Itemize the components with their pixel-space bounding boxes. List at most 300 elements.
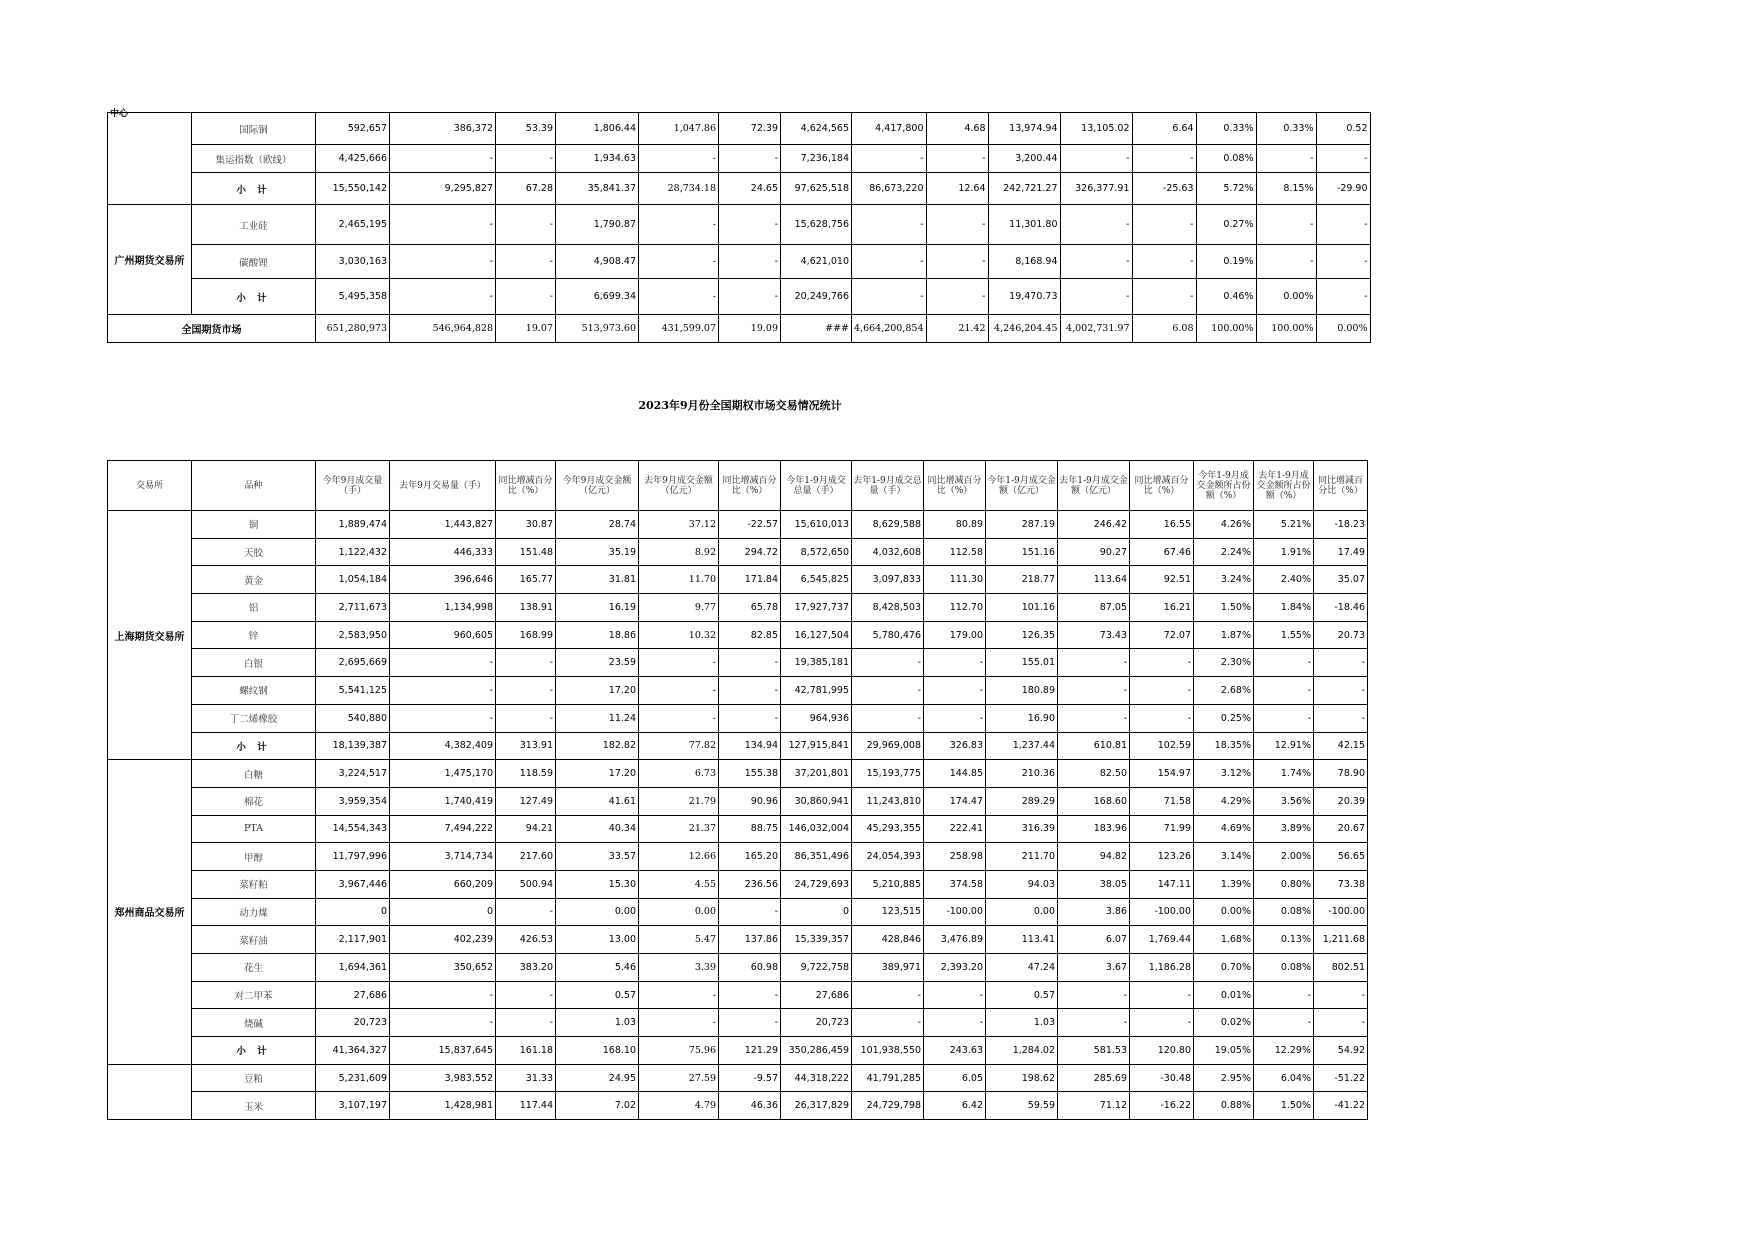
value-cell: 5.72% xyxy=(1196,173,1256,205)
value-cell: 2.40% xyxy=(1254,566,1314,594)
column-header: 去年1-9月成交总量（手） xyxy=(852,461,924,511)
value-cell: 20,723 xyxy=(316,1009,390,1037)
value-cell: - xyxy=(1254,1009,1314,1037)
value-cell: 0.25% xyxy=(1194,704,1254,732)
value-cell: 0.13% xyxy=(1254,926,1314,954)
value-cell: 35.07 xyxy=(1314,566,1368,594)
value-cell: - xyxy=(1058,649,1130,677)
options-table-title: 2023年9月份全国期权市场交易情况统计 xyxy=(638,399,842,412)
value-cell: 374.58 xyxy=(924,870,986,898)
value-cell: 210.36 xyxy=(986,760,1058,788)
table-row xyxy=(108,205,1371,245)
value-cell: 1.39% xyxy=(1194,870,1254,898)
value-cell: 386,372 xyxy=(390,113,496,145)
value-cell: 73.43 xyxy=(1058,621,1130,649)
value-cell: 3,967,446 xyxy=(316,870,390,898)
value-cell: - xyxy=(852,677,924,705)
value-cell: 12.91% xyxy=(1254,732,1314,760)
value-cell: - xyxy=(1132,205,1196,245)
value-cell: 316.39 xyxy=(986,815,1058,843)
variety-cell: 玉米 xyxy=(192,1092,316,1120)
value-cell: 19,470.73 xyxy=(988,279,1060,315)
value-cell: 0.00% xyxy=(1316,315,1370,343)
value-cell: 4,908.47 xyxy=(556,245,639,279)
value-cell: 3.67 xyxy=(1058,954,1130,982)
value-cell: 610.81 xyxy=(1058,732,1130,760)
value-cell: 80.89 xyxy=(924,511,986,539)
value-cell: 24,729,798 xyxy=(852,1092,924,1120)
value-cell: - xyxy=(852,145,927,173)
value-cell: 1,054,184 xyxy=(316,566,390,594)
value-cell: 2.30% xyxy=(1194,649,1254,677)
value-cell: 660,209 xyxy=(390,870,496,898)
value-cell: 3,107,197 xyxy=(316,1092,390,1120)
table-row xyxy=(108,787,1368,815)
value-cell: 1,740,419 xyxy=(390,787,496,815)
value-cell: 137.86 xyxy=(719,926,781,954)
value-cell: 168.60 xyxy=(1058,787,1130,815)
value-cell: - xyxy=(639,649,719,677)
value-cell: 67.46 xyxy=(1130,538,1194,566)
value-cell: 0 xyxy=(781,898,852,926)
exchange-cell: 上海期货交易所 xyxy=(108,511,192,760)
value-cell: 35,841.37 xyxy=(556,173,639,205)
value-cell: 500.94 xyxy=(496,870,556,898)
value-cell: - xyxy=(924,649,986,677)
value-cell: 6.73 xyxy=(639,760,719,788)
value-cell: - xyxy=(496,145,556,173)
value-cell: - xyxy=(1132,279,1196,315)
value-cell: 3.86 xyxy=(1058,898,1130,926)
column-header: 交易所 xyxy=(108,461,192,511)
value-cell: 313.91 xyxy=(496,732,556,760)
value-cell: - xyxy=(852,704,924,732)
value-cell: - xyxy=(852,279,927,315)
value-cell: - xyxy=(926,205,988,245)
subtotal-row xyxy=(108,1037,1368,1065)
value-cell: 0.27% xyxy=(1196,205,1256,245)
value-cell: 168.99 xyxy=(496,621,556,649)
value-cell: - xyxy=(1130,677,1194,705)
value-cell: 11,243,810 xyxy=(852,787,924,815)
value-cell: - xyxy=(1058,1009,1130,1037)
value-cell: - xyxy=(719,898,781,926)
variety-cell: 棉花 xyxy=(192,787,316,815)
value-cell: 4.79 xyxy=(639,1092,719,1120)
value-cell: 2,583,950 xyxy=(316,621,390,649)
value-cell: -100.00 xyxy=(1130,898,1194,926)
value-cell: 2.95% xyxy=(1194,1064,1254,1092)
value-cell: -41.22 xyxy=(1314,1092,1368,1120)
header-row xyxy=(108,461,1368,511)
value-cell: 13.00 xyxy=(556,926,639,954)
value-cell: 5.21% xyxy=(1254,511,1314,539)
value-cell: 8,629,588 xyxy=(852,511,924,539)
value-cell: 0.46% xyxy=(1196,279,1256,315)
value-cell: - xyxy=(1060,245,1132,279)
value-cell: - xyxy=(496,677,556,705)
value-cell: 53.39 xyxy=(496,113,556,145)
column-header: 今年9月成交金额（亿元） xyxy=(556,461,639,511)
value-cell: - xyxy=(1316,205,1370,245)
value-cell: 3.14% xyxy=(1194,843,1254,871)
value-cell: 19,385,181 xyxy=(781,649,852,677)
table-row xyxy=(108,1064,1368,1092)
value-cell: 1,934.63 xyxy=(556,145,639,173)
value-cell: - xyxy=(639,981,719,1009)
value-cell: 428,846 xyxy=(852,926,924,954)
value-cell: - xyxy=(719,649,781,677)
value-cell: 4,002,731.97 xyxy=(1060,315,1132,343)
value-cell: 6.04% xyxy=(1254,1064,1314,1092)
value-cell: 14,554,343 xyxy=(316,815,390,843)
value-cell: 546,964,828 xyxy=(390,315,496,343)
value-cell: 41,791,285 xyxy=(852,1064,924,1092)
value-cell: 0.52 xyxy=(1316,113,1370,145)
column-header: 同比增减百分比（%） xyxy=(719,461,781,511)
value-cell: 18,139,387 xyxy=(316,732,390,760)
column-header: 同比增减百分比（%） xyxy=(496,461,556,511)
value-cell: 3,097,833 xyxy=(852,566,924,594)
exchange-cell xyxy=(108,1064,192,1119)
value-cell: - xyxy=(390,649,496,677)
value-cell: 138.91 xyxy=(496,594,556,622)
value-cell: 111.30 xyxy=(924,566,986,594)
variety-cell: 对二甲苯 xyxy=(192,981,316,1009)
value-cell: 2,465,195 xyxy=(316,205,390,245)
value-cell: 71.58 xyxy=(1130,787,1194,815)
value-cell: 182.82 xyxy=(556,732,639,760)
value-cell: 13,974.94 xyxy=(988,113,1060,145)
value-cell: 165.77 xyxy=(496,566,556,594)
value-cell: -51.22 xyxy=(1314,1064,1368,1092)
value-cell: 236.56 xyxy=(719,870,781,898)
value-cell: 92.51 xyxy=(1130,566,1194,594)
variety-cell: 铝 xyxy=(192,594,316,622)
value-cell: - xyxy=(719,1009,781,1037)
value-cell: 11.24 xyxy=(556,704,639,732)
table-row xyxy=(108,594,1368,622)
column-header: 去年1-9月成交金额（亿元） xyxy=(1058,461,1130,511)
value-cell: - xyxy=(390,279,496,315)
value-cell: 3,959,354 xyxy=(316,787,390,815)
value-cell: 26,317,829 xyxy=(781,1092,852,1120)
value-cell: 1,211.68 xyxy=(1314,926,1368,954)
subtotal-row xyxy=(108,279,1371,315)
value-cell: 0.19% xyxy=(1196,245,1256,279)
value-cell: 17.49 xyxy=(1314,538,1368,566)
value-cell: - xyxy=(639,145,719,173)
value-cell: - xyxy=(719,279,781,315)
value-cell: - xyxy=(639,205,719,245)
column-header: 同比增减百分比（%） xyxy=(924,461,986,511)
value-cell: - xyxy=(1130,704,1194,732)
value-cell: 28.74 xyxy=(556,511,639,539)
value-cell: 12.64 xyxy=(926,173,988,205)
value-cell: 147.11 xyxy=(1130,870,1194,898)
value-cell: 118.59 xyxy=(496,760,556,788)
value-cell: 82.85 xyxy=(719,621,781,649)
value-cell: 126.35 xyxy=(986,621,1058,649)
value-cell: 100.00% xyxy=(1196,315,1256,343)
table-row xyxy=(108,649,1368,677)
value-cell: 90.96 xyxy=(719,787,781,815)
value-cell: 5,541,125 xyxy=(316,677,390,705)
value-cell: -29.90 xyxy=(1316,173,1370,205)
column-header: 去年9月交易量（手） xyxy=(390,461,496,511)
table-row xyxy=(108,815,1368,843)
value-cell: -18.23 xyxy=(1314,511,1368,539)
value-cell: -18.46 xyxy=(1314,594,1368,622)
value-cell: 72.39 xyxy=(719,113,781,145)
value-cell: 127,915,841 xyxy=(781,732,852,760)
value-cell: 20.73 xyxy=(1314,621,1368,649)
value-cell: 4,624,565 xyxy=(781,113,852,145)
value-cell: - xyxy=(924,704,986,732)
variety-cell: 铜 xyxy=(192,511,316,539)
value-cell: 20.67 xyxy=(1314,815,1368,843)
value-cell: 46.36 xyxy=(719,1092,781,1120)
value-cell: - xyxy=(639,245,719,279)
table-row xyxy=(108,843,1368,871)
value-cell: 2,393.20 xyxy=(924,954,986,982)
value-cell: 16,127,504 xyxy=(781,621,852,649)
value-cell: - xyxy=(390,245,496,279)
value-cell: 383.20 xyxy=(496,954,556,982)
value-cell: 3,983,552 xyxy=(390,1064,496,1092)
value-cell: 3,030,163 xyxy=(316,245,390,279)
value-cell: - xyxy=(719,245,781,279)
value-cell: 3,714,734 xyxy=(390,843,496,871)
value-cell: 24,729,693 xyxy=(781,870,852,898)
table-row xyxy=(108,538,1368,566)
value-cell: 1,186.28 xyxy=(1130,954,1194,982)
value-cell: - xyxy=(390,1009,496,1037)
value-cell: 1,443,827 xyxy=(390,511,496,539)
value-cell: - xyxy=(1060,279,1132,315)
value-cell: 45,293,355 xyxy=(852,815,924,843)
value-cell: 18.86 xyxy=(556,621,639,649)
value-cell: 15.30 xyxy=(556,870,639,898)
value-cell: 56.65 xyxy=(1314,843,1368,871)
value-cell: 42,781,995 xyxy=(781,677,852,705)
variety-cell: 菜籽粕 xyxy=(192,870,316,898)
value-cell: 54.92 xyxy=(1314,1037,1368,1065)
value-cell: - xyxy=(719,145,781,173)
variety-cell: 豆粕 xyxy=(192,1064,316,1092)
value-cell: 15,193,775 xyxy=(852,760,924,788)
exchange-cell xyxy=(108,113,192,205)
value-cell: - xyxy=(1254,704,1314,732)
table-row xyxy=(108,1009,1368,1037)
value-cell: - xyxy=(1060,145,1132,173)
value-cell: 1.03 xyxy=(556,1009,639,1037)
value-cell: 12.29% xyxy=(1254,1037,1314,1065)
value-cell: 8,572,650 xyxy=(781,538,852,566)
value-cell: 97,625,518 xyxy=(781,173,852,205)
value-cell: 28,734.18 xyxy=(639,173,719,205)
subtotal-label: 小 计 xyxy=(192,732,316,760)
value-cell: - xyxy=(496,245,556,279)
value-cell: 4,032,608 xyxy=(852,538,924,566)
column-header: 今年9月成交量（手） xyxy=(316,461,390,511)
value-cell: - xyxy=(496,649,556,677)
table-row xyxy=(108,760,1368,788)
table-row xyxy=(108,511,1368,539)
value-cell: 6.64 xyxy=(1132,113,1196,145)
value-cell: 3,476.89 xyxy=(924,926,986,954)
value-cell: 15,339,357 xyxy=(781,926,852,954)
variety-cell: 丁二烯橡胶 xyxy=(192,704,316,732)
value-cell: 287.19 xyxy=(986,511,1058,539)
value-cell: 7.02 xyxy=(556,1092,639,1120)
value-cell: 0.00 xyxy=(639,898,719,926)
value-cell: 2.24% xyxy=(1194,538,1254,566)
value-cell: 5.46 xyxy=(556,954,639,982)
value-cell: 168.10 xyxy=(556,1037,639,1065)
value-cell: 94.82 xyxy=(1058,843,1130,871)
value-cell: 134.94 xyxy=(719,732,781,760)
value-cell: - xyxy=(390,704,496,732)
value-cell: 0.08% xyxy=(1254,898,1314,926)
value-cell: 16.21 xyxy=(1130,594,1194,622)
value-cell: 27.59 xyxy=(639,1064,719,1092)
value-cell: 246.42 xyxy=(1058,511,1130,539)
value-cell: 3,224,517 xyxy=(316,760,390,788)
exchange-cell: 广州期货交易所 xyxy=(108,205,192,315)
value-cell: - xyxy=(1314,1009,1368,1037)
value-cell: 23.59 xyxy=(556,649,639,677)
value-cell: - xyxy=(1256,205,1316,245)
value-cell: - xyxy=(390,677,496,705)
value-cell: 426.53 xyxy=(496,926,556,954)
value-cell: 7,494,222 xyxy=(390,815,496,843)
value-cell: 350,652 xyxy=(390,954,496,982)
value-cell: 4.55 xyxy=(639,870,719,898)
subtotal-row xyxy=(108,173,1371,205)
value-cell: - xyxy=(719,981,781,1009)
variety-cell: 花生 xyxy=(192,954,316,982)
table-row xyxy=(108,566,1368,594)
value-cell: - xyxy=(1316,279,1370,315)
value-cell: - xyxy=(1316,145,1370,173)
value-cell: - xyxy=(1058,704,1130,732)
value-cell: 446,333 xyxy=(390,538,496,566)
variety-cell: 菜籽油 xyxy=(192,926,316,954)
value-cell: 120.80 xyxy=(1130,1037,1194,1065)
value-cell: 117.44 xyxy=(496,1092,556,1120)
value-cell: 4,246,204.45 xyxy=(988,315,1060,343)
value-cell: 41,364,327 xyxy=(316,1037,390,1065)
value-cell: - xyxy=(924,677,986,705)
value-cell: 180.89 xyxy=(986,677,1058,705)
value-cell: 222.41 xyxy=(924,815,986,843)
value-cell: - xyxy=(719,205,781,245)
value-cell: - xyxy=(639,1009,719,1037)
value-cell: 87.05 xyxy=(1058,594,1130,622)
value-cell: - xyxy=(926,245,988,279)
value-cell: 1,428,981 xyxy=(390,1092,496,1120)
value-cell: 30.87 xyxy=(496,511,556,539)
value-cell: - xyxy=(496,898,556,926)
value-cell: 8.92 xyxy=(639,538,719,566)
value-cell: - xyxy=(1130,649,1194,677)
value-cell: - xyxy=(1254,981,1314,1009)
value-cell: - xyxy=(926,279,988,315)
value-cell: 144.85 xyxy=(924,760,986,788)
value-cell: 0.08% xyxy=(1254,954,1314,982)
value-cell: 4.68 xyxy=(926,113,988,145)
value-cell: - xyxy=(390,145,496,173)
variety-cell: 螺纹钢 xyxy=(192,677,316,705)
value-cell: 0 xyxy=(316,898,390,926)
value-cell: 8,168.94 xyxy=(988,245,1060,279)
value-cell: 294.72 xyxy=(719,538,781,566)
value-cell: 8,428,503 xyxy=(852,594,924,622)
variety-cell: 天胶 xyxy=(192,538,316,566)
value-cell: 16.90 xyxy=(986,704,1058,732)
value-cell: 40.34 xyxy=(556,815,639,843)
value-cell: 112.58 xyxy=(924,538,986,566)
value-cell: 21.79 xyxy=(639,787,719,815)
value-cell: 171.84 xyxy=(719,566,781,594)
column-header: 品种 xyxy=(192,461,316,511)
value-cell: - xyxy=(1254,677,1314,705)
value-cell: 0 xyxy=(390,898,496,926)
value-cell: - xyxy=(719,704,781,732)
value-cell: 2,695,669 xyxy=(316,649,390,677)
value-cell: -22.57 xyxy=(719,511,781,539)
value-cell: 1.74% xyxy=(1254,760,1314,788)
value-cell: - xyxy=(1132,245,1196,279)
value-cell: - xyxy=(852,245,927,279)
value-cell: - xyxy=(1058,677,1130,705)
value-cell: 1,889,474 xyxy=(316,511,390,539)
value-cell: 102.59 xyxy=(1130,732,1194,760)
value-cell: 0.08% xyxy=(1196,145,1256,173)
value-cell: 0.57 xyxy=(986,981,1058,1009)
value-cell: 218.77 xyxy=(986,566,1058,594)
value-cell: 123.26 xyxy=(1130,843,1194,871)
value-cell: - xyxy=(1314,649,1368,677)
value-cell: 30,860,941 xyxy=(781,787,852,815)
table-row xyxy=(108,954,1368,982)
value-cell: 101.16 xyxy=(986,594,1058,622)
value-cell: 4.26% xyxy=(1194,511,1254,539)
value-cell: 73.38 xyxy=(1314,870,1368,898)
table-row xyxy=(108,145,1371,173)
value-cell: 9.77 xyxy=(639,594,719,622)
value-cell: 24,054,393 xyxy=(852,843,924,871)
value-cell: 17.20 xyxy=(556,760,639,788)
value-cell: 11,797,996 xyxy=(316,843,390,871)
subtotal-label: 小 计 xyxy=(192,279,316,315)
value-cell: 0.80% xyxy=(1254,870,1314,898)
value-cell: 1.68% xyxy=(1194,926,1254,954)
value-cell: 389,971 xyxy=(852,954,924,982)
value-cell: 0.00 xyxy=(986,898,1058,926)
value-cell: 94.03 xyxy=(986,870,1058,898)
value-cell: 44,318,222 xyxy=(781,1064,852,1092)
value-cell: 113.41 xyxy=(986,926,1058,954)
value-cell: 112.70 xyxy=(924,594,986,622)
value-cell: 18.35% xyxy=(1194,732,1254,760)
value-cell: -100.00 xyxy=(1314,898,1368,926)
value-cell: - xyxy=(1314,677,1368,705)
value-cell: 19.07 xyxy=(496,315,556,343)
value-cell: 38.05 xyxy=(1058,870,1130,898)
variety-cell: 国际铜 xyxy=(192,113,316,145)
